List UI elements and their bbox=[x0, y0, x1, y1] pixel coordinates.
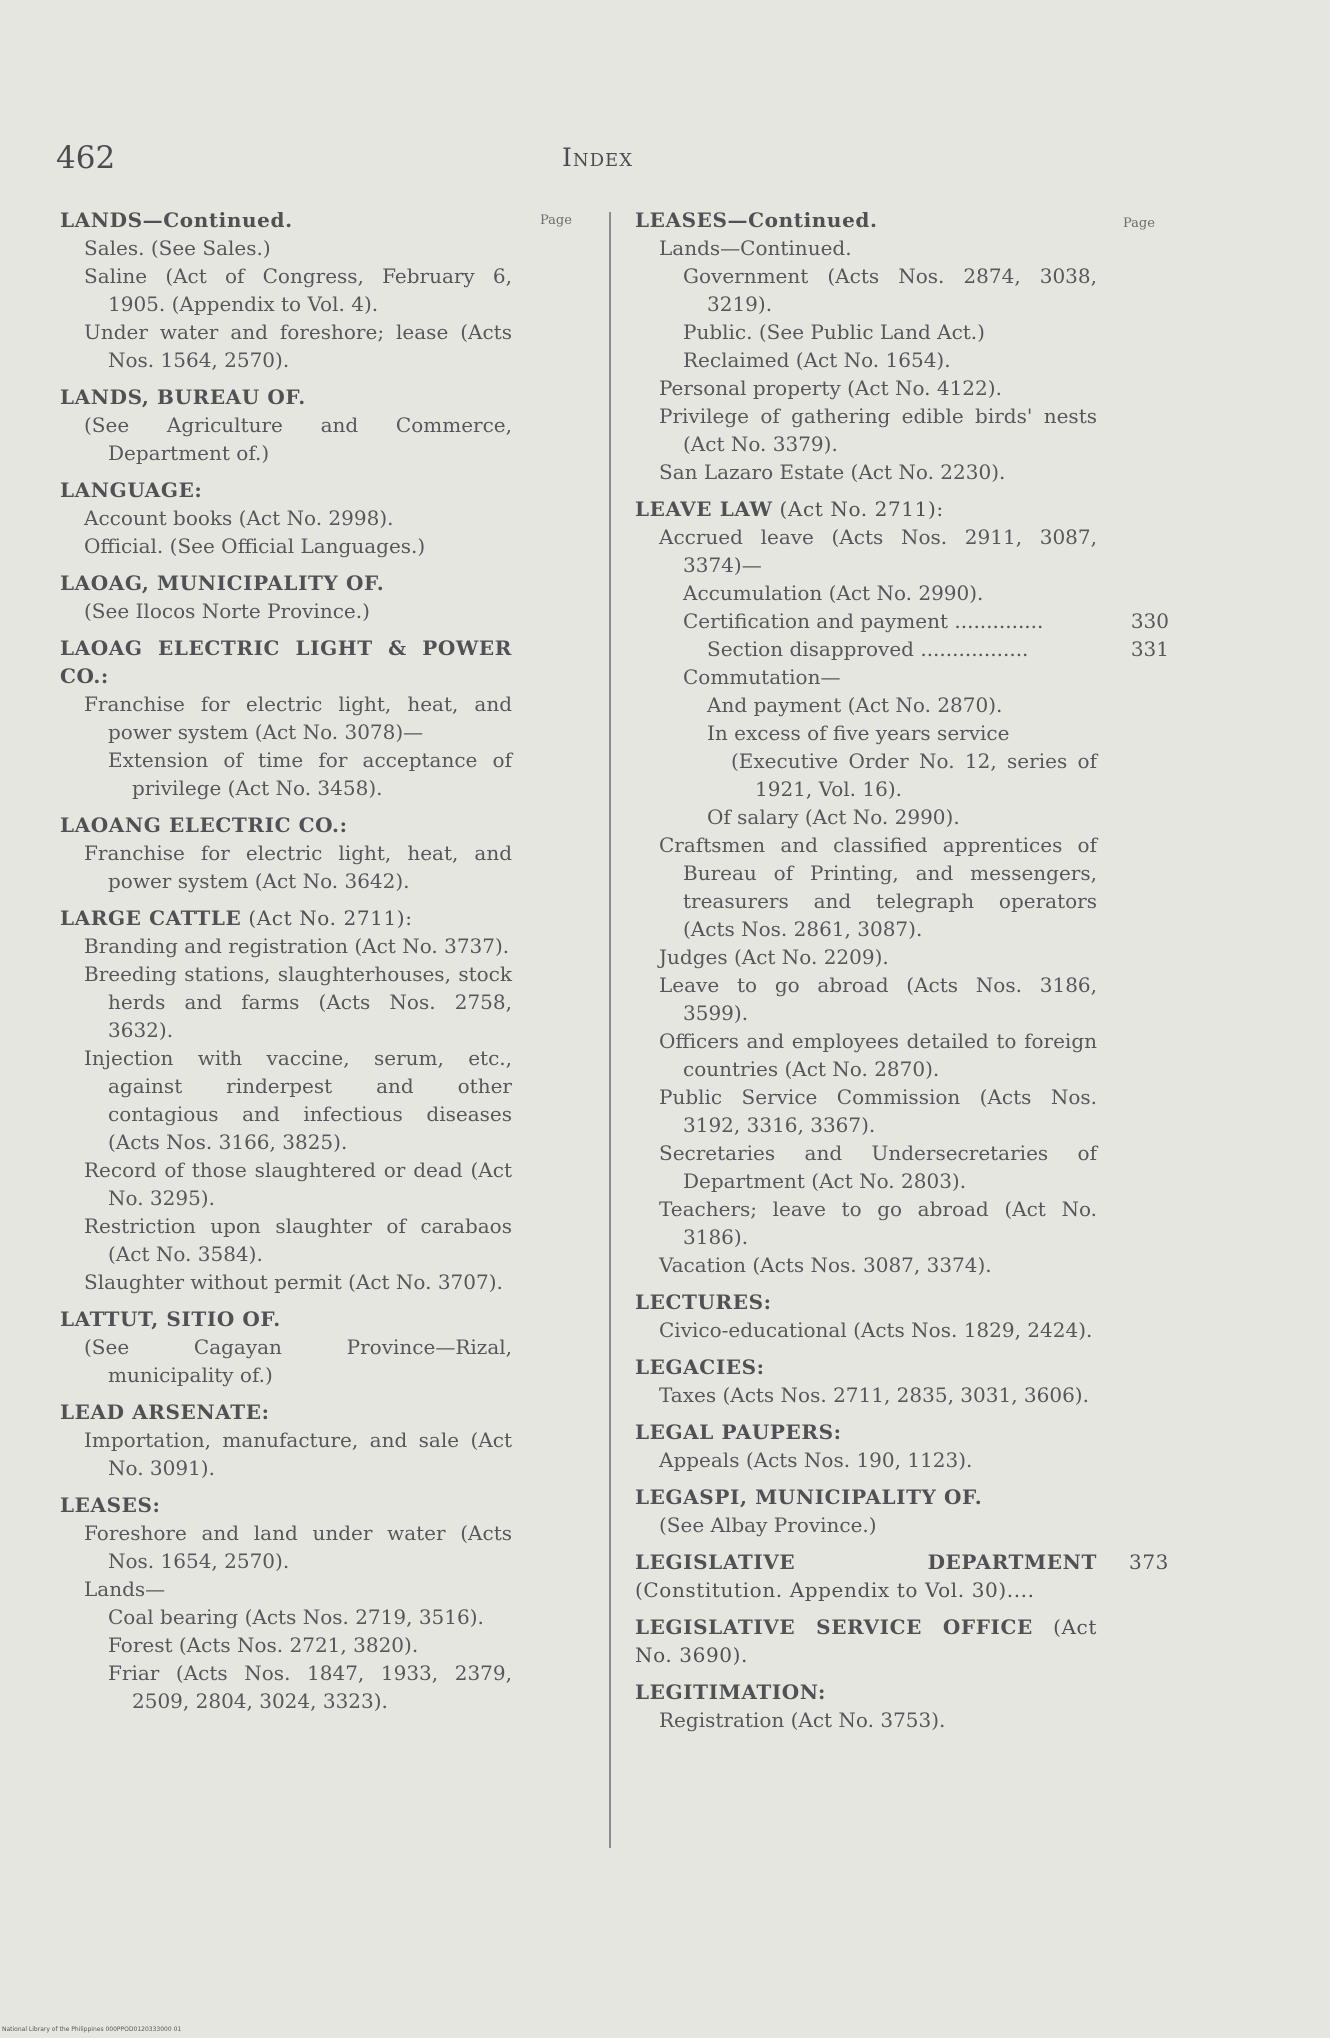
subline-text: Teachers; leave to go abroad (Act No. 3186). bbox=[659, 1197, 1097, 1249]
entry-subline bbox=[60, 597, 512, 625]
entry-heading bbox=[635, 1678, 1097, 1706]
index-entry bbox=[60, 476, 512, 560]
entry-heading bbox=[60, 383, 512, 411]
subline-text: Commutation— bbox=[683, 665, 841, 689]
subline-text: (Executive Order No. 12, series of 1921, Vol. 16). bbox=[731, 749, 1097, 801]
subline-text: Section disapproved ................. bbox=[707, 637, 1029, 661]
index-entry bbox=[635, 1548, 1169, 1604]
entry-heading bbox=[635, 1548, 1169, 1604]
entry-subline bbox=[635, 458, 1097, 486]
entry-subline bbox=[635, 1251, 1097, 1279]
subline-text: Official. (See Official Languages.) bbox=[84, 534, 426, 558]
subline-text: Coal bearing (Acts Nos. 2719, 3516). bbox=[108, 1605, 484, 1629]
subline-text: Lands—Continued. bbox=[659, 236, 852, 260]
subline-text: Record of those slaughtered or dead (Act No. 3295). bbox=[84, 1158, 512, 1210]
entry-heading bbox=[60, 569, 512, 597]
subline-text: (See Agriculture and Commerce, Department of.) bbox=[84, 413, 512, 465]
column-divider bbox=[609, 212, 611, 1848]
heading-text: LEGACIES: bbox=[635, 1355, 765, 1379]
index-entry bbox=[635, 206, 1097, 486]
entry-subline bbox=[60, 1631, 512, 1659]
entry-subline bbox=[635, 663, 1097, 691]
subline-text: In excess of five years service bbox=[707, 721, 1010, 745]
index-entry bbox=[60, 1398, 512, 1482]
entry-subline bbox=[635, 1027, 1097, 1083]
subline-text: Accrued leave (Acts Nos. 2911, 3087, 3374)— bbox=[659, 525, 1097, 577]
page-column-label-left: Page bbox=[540, 213, 572, 228]
heading-text: LANDS—Continued. bbox=[60, 208, 293, 232]
entry-subline bbox=[60, 1333, 512, 1389]
heading-reference: (Constitution. Appendix to Vol. 30).... bbox=[635, 1578, 1035, 1602]
entry-subline bbox=[60, 234, 512, 262]
heading-text: LEASES: bbox=[60, 1493, 161, 1517]
entry-subline bbox=[635, 831, 1097, 943]
entry-subline bbox=[60, 1575, 512, 1603]
page-reference: 331 bbox=[1130, 637, 1169, 661]
entry-subline bbox=[60, 932, 512, 960]
index-entry bbox=[60, 1491, 512, 1715]
subline-text: Registration (Act No. 3753). bbox=[659, 1708, 946, 1732]
entry-subline bbox=[635, 318, 1097, 346]
entry-subline bbox=[60, 746, 512, 802]
heading-text: LEGISLATIVE DEPARTMENT bbox=[635, 1550, 1097, 1574]
subline-text: Sales. (See Sales.) bbox=[84, 236, 271, 260]
entry-subline bbox=[635, 579, 1097, 607]
subline-text: Forest (Acts Nos. 2721, 3820). bbox=[108, 1633, 419, 1657]
entry-heading bbox=[635, 1613, 1097, 1669]
entry-heading bbox=[60, 1398, 512, 1426]
entry-heading bbox=[60, 1305, 512, 1333]
subline-text: Account books (Act No. 2998). bbox=[84, 506, 394, 530]
entry-heading bbox=[60, 904, 512, 932]
subline-text: Injection with vaccine, serum, etc., against rinderpest and other contagious and infectious diseases (Acts Nos. 3166, 3825). bbox=[84, 1046, 512, 1154]
entry-subline bbox=[60, 532, 512, 560]
subline-text: Appeals (Acts Nos. 190, 1123). bbox=[659, 1448, 973, 1472]
subline-text: (See Albay Province.) bbox=[659, 1513, 877, 1537]
subline-text: Franchise for electric light, heat, and power system (Act No. 3642). bbox=[84, 841, 512, 893]
subline-text: Craftsmen and classified apprentices of Bureau of Printing, and messengers, treasurers and telegraph operators (Acts Nos. 2861, 3087). bbox=[659, 833, 1097, 941]
index-entry bbox=[635, 1483, 1097, 1539]
page-reference: 330 bbox=[1130, 609, 1169, 633]
heading-reference: (Act No. 2711): bbox=[241, 906, 413, 930]
entry-subline bbox=[635, 374, 1097, 402]
index-entry bbox=[60, 634, 512, 802]
entry-subline bbox=[635, 1083, 1097, 1139]
subline-text: San Lazaro Estate (Act No. 2230). bbox=[659, 460, 1006, 484]
entry-subline bbox=[60, 262, 512, 318]
entry-heading bbox=[635, 495, 1097, 523]
entry-subline bbox=[635, 1446, 1097, 1474]
subline-text: Judges (Act No. 2209). bbox=[659, 945, 889, 969]
heading-text: LEAVE LAW bbox=[635, 497, 773, 521]
heading-text: LEGASPI, MUNICIPALITY OF. bbox=[635, 1485, 983, 1509]
subline-text: Officers and employees detailed to foreign countries (Act No. 2870). bbox=[659, 1029, 1097, 1081]
entry-subline bbox=[60, 411, 512, 467]
heading-text: LEGAL PAUPERS: bbox=[635, 1420, 842, 1444]
entry-subline bbox=[60, 960, 512, 1044]
subline-text: Personal property (Act No. 4122). bbox=[659, 376, 1002, 400]
entry-subline bbox=[635, 1706, 1097, 1734]
index-entry bbox=[635, 1678, 1097, 1734]
heading-text: LAOAG ELECTRIC LIGHT & POWER CO.: bbox=[60, 636, 512, 688]
subline-text: Certification and payment .............. bbox=[683, 609, 1044, 633]
index-entry bbox=[60, 383, 512, 467]
heading-text: LEAD ARSENATE: bbox=[60, 1400, 270, 1424]
entry-subline bbox=[635, 346, 1097, 374]
subline-text: Breeding stations, slaughterhouses, stock herds and farms (Acts Nos. 2758, 3632). bbox=[84, 962, 512, 1042]
entry-subline bbox=[60, 1212, 512, 1268]
page-number: 462 bbox=[56, 140, 116, 176]
subline-text: Under water and foreshore; lease (Acts Nos. 1564, 2570). bbox=[84, 320, 512, 372]
heading-text: LAOAG, MUNICIPALITY OF. bbox=[60, 571, 385, 595]
entry-heading bbox=[60, 1491, 512, 1519]
running-title: Index bbox=[562, 143, 634, 172]
entry-subline bbox=[635, 523, 1097, 579]
entry-subline bbox=[60, 318, 512, 374]
subline-text: Restriction upon slaughter of carabaos (Act No. 3584). bbox=[84, 1214, 512, 1266]
subline-text: (See Ilocos Norte Province.) bbox=[84, 599, 370, 623]
heading-text: LEGISLATIVE SERVICE OFFICE bbox=[635, 1615, 1033, 1639]
entry-subline bbox=[60, 1603, 512, 1631]
entry-subline bbox=[635, 1316, 1097, 1344]
entry-subline bbox=[635, 1139, 1097, 1195]
entry-subline bbox=[60, 504, 512, 532]
subline-text: Importation, manufacture, and sale (Act No. 3091). bbox=[84, 1428, 512, 1480]
heading-reference: (Act No. 2711): bbox=[772, 497, 944, 521]
index-entry bbox=[60, 904, 512, 1296]
subline-text: Foreshore and land under water (Acts Nos. 1654, 2570). bbox=[84, 1521, 512, 1573]
subline-text: Reclaimed (Act No. 1654). bbox=[683, 348, 951, 372]
subline-text: Civico-educational (Acts Nos. 1829, 2424). bbox=[659, 1318, 1093, 1342]
heading-text: LATTUT, SITIO OF. bbox=[60, 1307, 281, 1331]
index-entry bbox=[60, 206, 512, 374]
entry-subline bbox=[635, 234, 1097, 262]
heading-text: LANGUAGE: bbox=[60, 478, 203, 502]
entry-heading bbox=[60, 476, 512, 504]
subline-text: Franchise for electric light, heat, and power system (Act No. 3078)— bbox=[84, 692, 512, 744]
subline-text: Government (Acts Nos. 2874, 3038, 3219). bbox=[683, 264, 1097, 316]
heading-text: LECTURES: bbox=[635, 1290, 772, 1314]
entry-subline bbox=[60, 690, 512, 746]
entry-heading bbox=[635, 1288, 1097, 1316]
entry-subline bbox=[635, 719, 1097, 747]
subline-text: Friar (Acts Nos. 1847, 1933, 2379, 2509, 2804, 3024, 3323). bbox=[108, 1661, 512, 1713]
subline-text: Leave to go abroad (Acts Nos. 3186, 3599). bbox=[659, 973, 1097, 1025]
entry-subline bbox=[635, 803, 1097, 831]
index-entry bbox=[60, 569, 512, 625]
entry-subline bbox=[635, 971, 1097, 1027]
entry-subline bbox=[60, 1426, 512, 1482]
entry-subline bbox=[635, 1511, 1097, 1539]
heading-text: LANDS, BUREAU OF. bbox=[60, 385, 306, 409]
subline-text: Secretaries and Undersecretaries of Department (Act No. 2803). bbox=[659, 1141, 1097, 1193]
entry-subline bbox=[635, 607, 1169, 635]
heading-text: LARGE CATTLE bbox=[60, 906, 242, 930]
entry-heading bbox=[60, 634, 512, 690]
index-entry bbox=[635, 495, 1169, 1279]
left-index-column bbox=[60, 206, 512, 1724]
index-entry bbox=[635, 1418, 1097, 1474]
entry-subline bbox=[635, 1195, 1097, 1251]
subline-text: Extension of time for acceptance of privilege (Act No. 3458). bbox=[108, 748, 512, 800]
subline-text: Public. (See Public Land Act.) bbox=[683, 320, 985, 344]
subline-text: Vacation (Acts Nos. 3087, 3374). bbox=[659, 1253, 992, 1277]
subline-text: Taxes (Acts Nos. 2711, 2835, 3031, 3606). bbox=[659, 1383, 1089, 1407]
subline-text: Of salary (Act No. 2990). bbox=[707, 805, 960, 829]
entry-heading bbox=[635, 1418, 1097, 1446]
entry-subline bbox=[635, 635, 1169, 663]
entry-subline bbox=[60, 839, 512, 895]
index-entry bbox=[635, 1613, 1097, 1669]
entry-heading bbox=[635, 206, 1097, 234]
entry-heading bbox=[60, 811, 512, 839]
entry-subline bbox=[635, 691, 1097, 719]
index-entry bbox=[635, 1353, 1097, 1409]
entry-subline bbox=[635, 943, 1097, 971]
entry-subline bbox=[60, 1659, 512, 1715]
subline-text: Privilege of gathering edible birds' nests (Act No. 3379). bbox=[659, 404, 1097, 456]
entry-subline bbox=[635, 402, 1097, 458]
subline-text: And payment (Act No. 2870). bbox=[707, 693, 1003, 717]
subline-text: (See Cagayan Province—Rizal, municipality of.) bbox=[84, 1335, 512, 1387]
subline-text: Accumulation (Act No. 2990). bbox=[683, 581, 984, 605]
subline-text: Lands— bbox=[84, 1577, 166, 1601]
entry-subline bbox=[60, 1044, 512, 1156]
heading-reference: (Act No. 3690). bbox=[635, 1615, 1097, 1667]
index-entry bbox=[635, 1288, 1097, 1344]
page-column-label-right: Page bbox=[1123, 216, 1155, 231]
heading-text: LAOANG ELECTRIC CO.: bbox=[60, 813, 348, 837]
entry-subline bbox=[635, 1381, 1097, 1409]
subline-text: Public Service Commission (Acts Nos. 3192, 3316, 3367). bbox=[659, 1085, 1097, 1137]
index-entry bbox=[60, 1305, 512, 1389]
entry-subline bbox=[60, 1519, 512, 1575]
heading-text: LEGITIMATION: bbox=[635, 1680, 826, 1704]
entry-subline bbox=[60, 1156, 512, 1212]
entry-heading bbox=[635, 1483, 1097, 1511]
subline-text: Saline (Act of Congress, February 6, 1905. (Appendix to Vol. 4). bbox=[84, 264, 512, 316]
entry-subline bbox=[60, 1268, 512, 1296]
subline-text: Slaughter without permit (Act No. 3707). bbox=[84, 1270, 503, 1294]
heading-text: LEASES—Continued. bbox=[635, 208, 878, 232]
index-entry bbox=[60, 811, 512, 895]
entry-subline bbox=[635, 747, 1097, 803]
page-reference: 373 bbox=[1129, 1550, 1169, 1574]
subline-text: Branding and registration (Act No. 3737). bbox=[84, 934, 510, 958]
scan-footer: National Library of the Philippines 000PPOD0120333000 01 bbox=[2, 2026, 182, 2033]
entry-heading bbox=[60, 206, 512, 234]
entry-heading bbox=[635, 1353, 1097, 1381]
entry-subline bbox=[635, 262, 1097, 318]
